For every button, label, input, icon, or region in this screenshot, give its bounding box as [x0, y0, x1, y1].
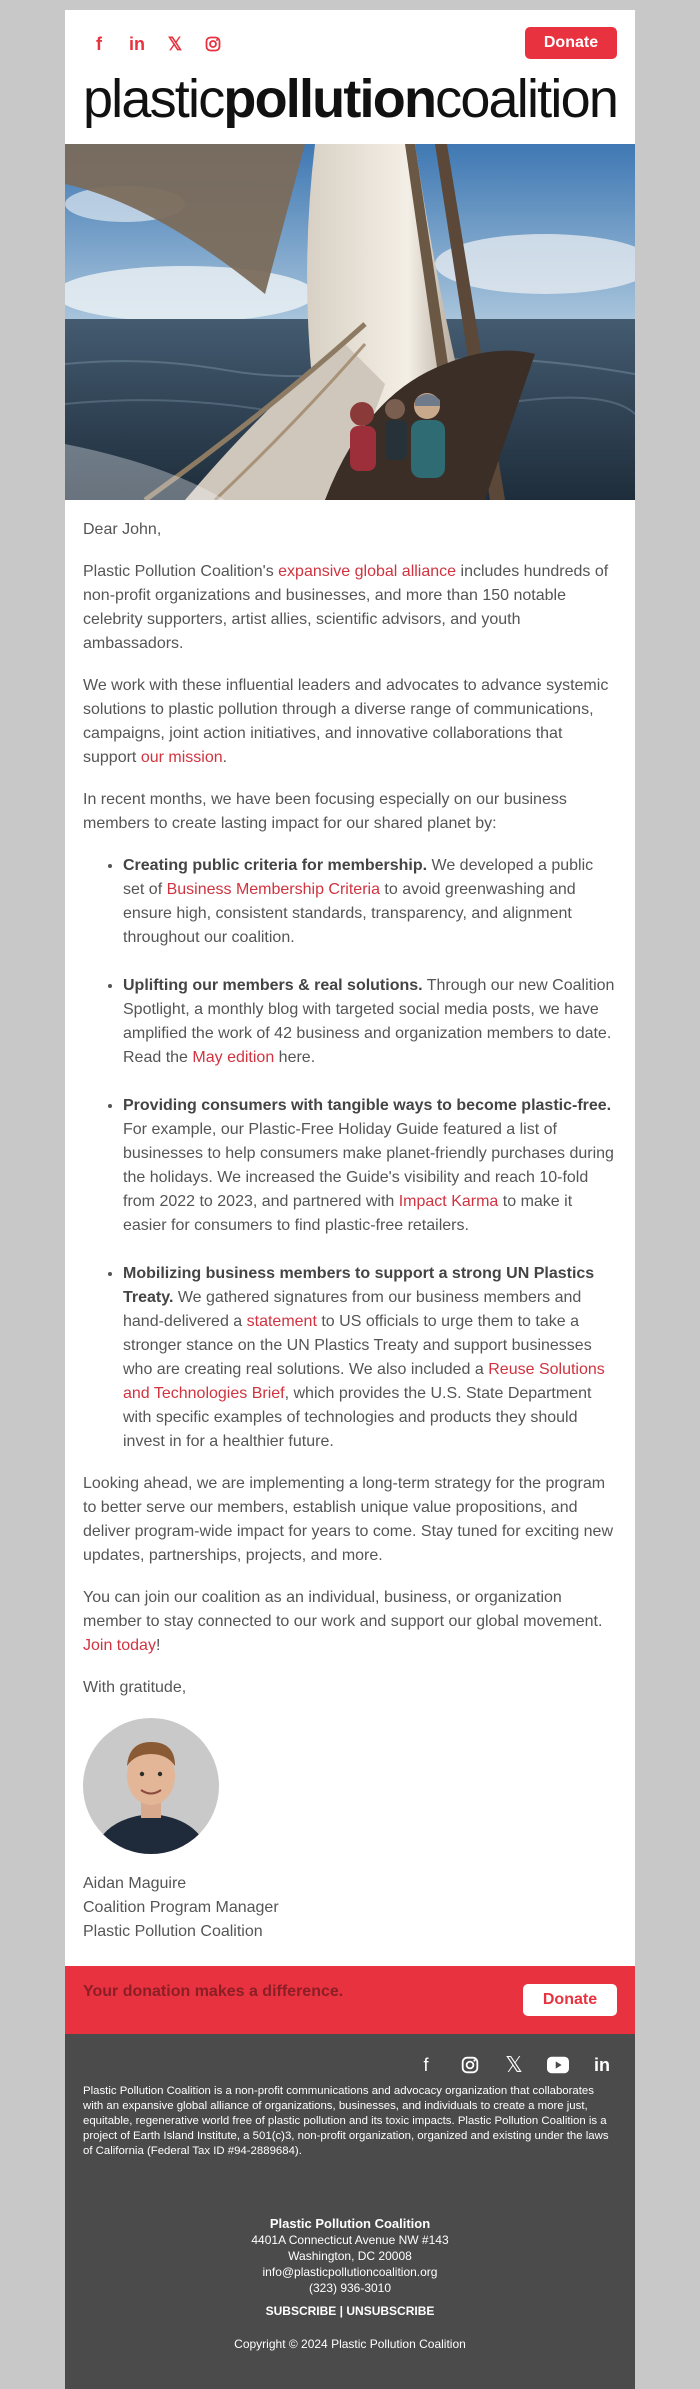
youtube-icon[interactable] [547, 2054, 569, 2076]
list-item: • Uplifting our members & real solutions. Through our new Coalition Spotlight, a monthly blog with targeted social media posts, we have amplified the work of 42 business and organization members to date. Read the May edition here. [123, 974, 617, 1070]
statement-link[interactable]: statement [246, 1313, 317, 1330]
contact-phone[interactable]: (323) 936-3010 [308, 2281, 392, 2295]
paragraph-focus: In recent months, we have been focusing especially on our business members to create lasting impact for our shared planet by: [83, 791, 567, 832]
facebook-icon[interactable]: f [423, 2054, 429, 2075]
donate-button[interactable]: Donate [525, 27, 617, 59]
linkedin-icon[interactable]: in [129, 33, 145, 54]
x-icon[interactable]: 𝕏 [505, 2052, 523, 2077]
list-item: • Mobilizing business members to support a strong UN Plastics Treaty. We gathered signatures from our business members and hand-delivered a statement to US officials to urge them to take a stronger stance on the UN Plastics Treaty and support businesses who are creating real solutions. We also included a Reuse Solutions and Technologies Brief, which provides the U.S. State Department with specific examples of technologies and products they should invest in for a healthier future. [123, 1262, 617, 1454]
join-today-link[interactable]: Join today [83, 1637, 156, 1654]
email-header [65, 10, 635, 144]
business-membership-criteria-link[interactable]: Business Membership Criteria [166, 881, 380, 898]
list-item: • Creating public criteria for membership. We developed a public set of Business Membership Criteria to avoid greenwashing and ensure high, consistent standards, transparency, and alignment throughout our coalition. [123, 854, 617, 950]
achievements-list [83, 854, 617, 1454]
closing: With gratitude, [83, 1679, 187, 1696]
paragraph-looking-ahead: Looking ahead, we are implementing a long-term strategy for the program to better serve our members, establish unique value propositions, and deliver program-wide impact for years to come. Stay tuned for exciting new updates, partnerships, projects, and more. [83, 1475, 614, 1564]
list-item: • Providing consumers with tangible ways to become plastic-free. For example, our Plastic-Free Holiday Guide featured a list of businesses to help consumers make planet-friendly purchases during the holidays. We increased the Guide's visibility and reach 10-fold from 2022 to 2023, and partnered with Impact Karma to make it easier for consumers to find plastic-free retailers. [123, 1094, 617, 1238]
paragraph-join: You can join our coalition as an individual, business, or organization member to stay connected to our work and support our global movement. Join today! [83, 1589, 603, 1654]
unsubscribe-link[interactable]: UNSUBSCRIBE [346, 2304, 435, 2318]
address-line-1: 4401A Connecticut Avenue NW #143 [251, 2233, 449, 2247]
instagram-icon[interactable] [459, 2054, 481, 2076]
may-edition-link[interactable]: May edition [192, 1049, 275, 1066]
coalition-logo[interactable]: plasticpollutioncoalition [82, 69, 618, 129]
facebook-icon[interactable]: f [96, 33, 102, 54]
header-social-links [89, 34, 223, 54]
contact-email[interactable]: info@plasticpollutioncoalition.org [262, 2265, 438, 2279]
signer-title: Coalition Program Manager [83, 1899, 279, 1916]
hero-image-sailboat [65, 144, 635, 500]
subscribe-link[interactable]: SUBSCRIBE [265, 2304, 337, 2318]
footer-social-links [415, 2054, 613, 2076]
our-mission-link[interactable]: our mission [140, 749, 223, 766]
copyright: Copyright © 2024 Plastic Pollution Coalition [234, 2337, 466, 2351]
separator: | [339, 2304, 344, 2318]
reuse-solutions-brief-link[interactable]: Reuse Solutions and Technologies Brief [123, 1361, 605, 1402]
paragraph-alliance: Plastic Pollution Coalition's expansive global alliance includes hundreds of non-profit organizations and businesses, and more than 150 notable celebrity supporters, artist allies, scientific advisors, and youth ambassadors. [83, 563, 609, 652]
x-icon[interactable]: 𝕏 [167, 33, 183, 54]
expansive-global-alliance-link[interactable]: expansive global alliance [278, 563, 457, 580]
impact-karma-link[interactable]: Impact Karma [398, 1193, 499, 1210]
donation-message: Your donation makes a difference. [83, 1983, 344, 2000]
letter-body [65, 500, 635, 1944]
address-line-2: Washington, DC 20008 [288, 2249, 412, 2263]
signer-organization: Plastic Pollution Coalition [83, 1923, 263, 1940]
instagram-icon[interactable] [203, 34, 223, 54]
about-text: Plastic Pollution Coalition is a non-profit communications and advocacy organization that collaborates with an expansive global alliance of organizations, businesses, and individuals to create a more just, equitable, regenerative world free of plastic pollution and its toxic impacts. Plastic Pollution Coalition is a project of Earth Island Institute, a 501(c)3, non-profit organization, organized and existing under the laws of California (Federal Tax ID #94-2889684). [83, 2085, 609, 2157]
greeting: Dear John, [83, 521, 162, 538]
linkedin-icon[interactable]: in [594, 2054, 610, 2075]
footer-org-name: Plastic Pollution Coalition [269, 2216, 431, 2231]
paragraph-mission: We work with these influential leaders and advocates to advance systemic solutions to plastic pollution through a diverse range of communications, campaigns, joint action initiatives, and innovative collaborations that support our mission. [83, 677, 609, 766]
footer [65, 2034, 635, 2389]
email-container [65, 10, 635, 2389]
banner-donate-button[interactable]: Donate [523, 1984, 617, 2016]
signer-name: Aidan Maguire [83, 1875, 187, 1892]
donation-banner [65, 1966, 635, 2034]
avatar [83, 1718, 219, 1854]
contact-address [65, 2216, 635, 2296]
signature [83, 1872, 617, 1944]
subscription-links [65, 2304, 635, 2318]
